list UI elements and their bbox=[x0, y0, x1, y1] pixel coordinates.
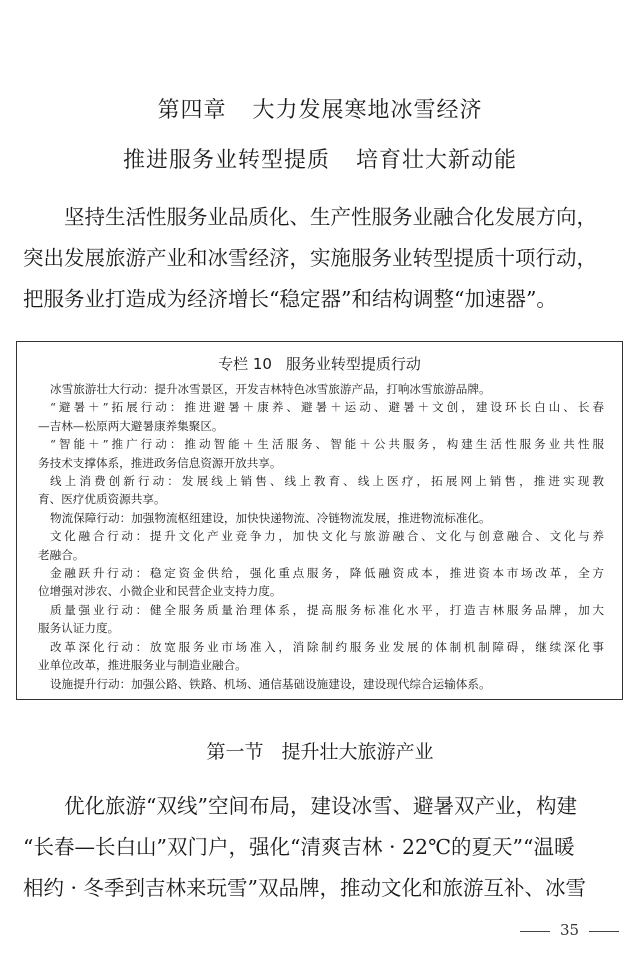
page-number-value: 35 bbox=[560, 921, 580, 939]
chapter-heading bbox=[0, 96, 640, 126]
box-line: 务技术支撑体系，推进政务信息资源开放共享。 bbox=[38, 455, 282, 470]
box-line: 老融合。 bbox=[38, 547, 85, 562]
box-line: 设施提升行动：加强公路、铁路、机场、通信基础设施建设，建设现代综合运输体系。 bbox=[50, 676, 491, 691]
box-line: —吉林—松原两大避暑康养集聚区。 bbox=[38, 418, 224, 433]
box-line: 物流保障行动：加强物流枢纽建设，加快快递物流、冷链物流发展，推进物流标准化。 bbox=[50, 510, 491, 525]
intro-paragraph bbox=[23, 197, 623, 320]
chapter-title-part2: 推进服务业转型提质 bbox=[122, 148, 330, 173]
body-line: “长春—长白山”双门户，强化“清爽吉林 · 22℃的夏天”“温暖 bbox=[23, 835, 575, 859]
column-box-body bbox=[38, 380, 604, 693]
chapter-title-part1: 大力发展寒地冰雪经济 bbox=[252, 98, 483, 123]
box-line: 线上消费创新行动：发展线上销售、线上教育、线上医疗，拓展网上销售，推进实现教 bbox=[50, 474, 604, 489]
box-line: 文化融合行动：提升文化产业竞争力，加快文化与旅游融合、文化与创意融合、文化与养 bbox=[50, 529, 604, 544]
column-box bbox=[16, 341, 623, 700]
box-line: “避暑＋”拓展行动：推进避暑＋康养、避暑＋运动、避暑＋文创，建设环长白山、长春 bbox=[50, 400, 604, 415]
box-line: 育、医疗优质资源共享。 bbox=[38, 492, 166, 507]
intro-line: 突出发展旅游产业和冰雪经济，实施服务业转型提质十项行动， bbox=[23, 246, 597, 270]
page-number-dash-left bbox=[520, 931, 550, 932]
box-line: 业单位改革，推进服务业与制造业融合。 bbox=[38, 658, 247, 673]
box-line: 冰雪旅游壮大行动：提升冰雪景区，开发吉林特色冰雪旅游产品，打响冰雪旅游品牌。 bbox=[50, 382, 491, 396]
body-line: 优化旅游“双线”空间布局，建设冰雪、避暑双产业，构建 bbox=[64, 794, 577, 818]
section-heading bbox=[0, 738, 640, 766]
box-line: “智能＋”推广行动：推动智能＋生活服务、智能＋公共服务，构建生活性服务业共性服 bbox=[50, 437, 604, 452]
box-line: 改革深化行动：放宽服务业市场准入，消除制约服务业发展的体制机制障碍，继续深化事 bbox=[50, 639, 604, 654]
column-box-heading: 服务业转型提质行动 bbox=[285, 355, 421, 373]
chapter-subheading bbox=[0, 146, 640, 176]
page-number bbox=[510, 920, 630, 940]
column-box-title bbox=[17, 354, 622, 374]
chapter-number: 第四章 bbox=[157, 98, 227, 123]
body-paragraph bbox=[23, 786, 623, 909]
body-line: 相约 · 冬季到吉林来玩雪”双品牌，推动文化和旅游互补、冰雪 bbox=[23, 876, 587, 900]
box-line: 质量强业行动：健全服务质量治理体系，提高服务标准化水平，打造吉林服务品牌，加大 bbox=[50, 602, 604, 617]
column-box-label: 专栏 10 bbox=[218, 355, 272, 373]
chapter-title-part3: 培育壮大新动能 bbox=[356, 148, 518, 173]
page-number-dash-right bbox=[589, 931, 619, 932]
box-line: 金融跃升行动：稳定资金供给，强化重点服务，降低融资成本，推进资本市场改革，全方 bbox=[50, 566, 604, 581]
box-line: 服务认证力度。 bbox=[38, 621, 120, 636]
intro-line: 坚持生活性服务业品质化、生产性服务业融合化发展方向， bbox=[64, 205, 597, 229]
section-title: 提升壮大旅游产业 bbox=[281, 741, 434, 763]
intro-line: 把服务业打造成为经济增长“稳定器”和结构调整“加速器”。 bbox=[23, 287, 557, 311]
section-number: 第一节 bbox=[206, 741, 264, 763]
box-line: 位增强对涉农、小微企业和民营企业支持力度。 bbox=[38, 584, 282, 599]
